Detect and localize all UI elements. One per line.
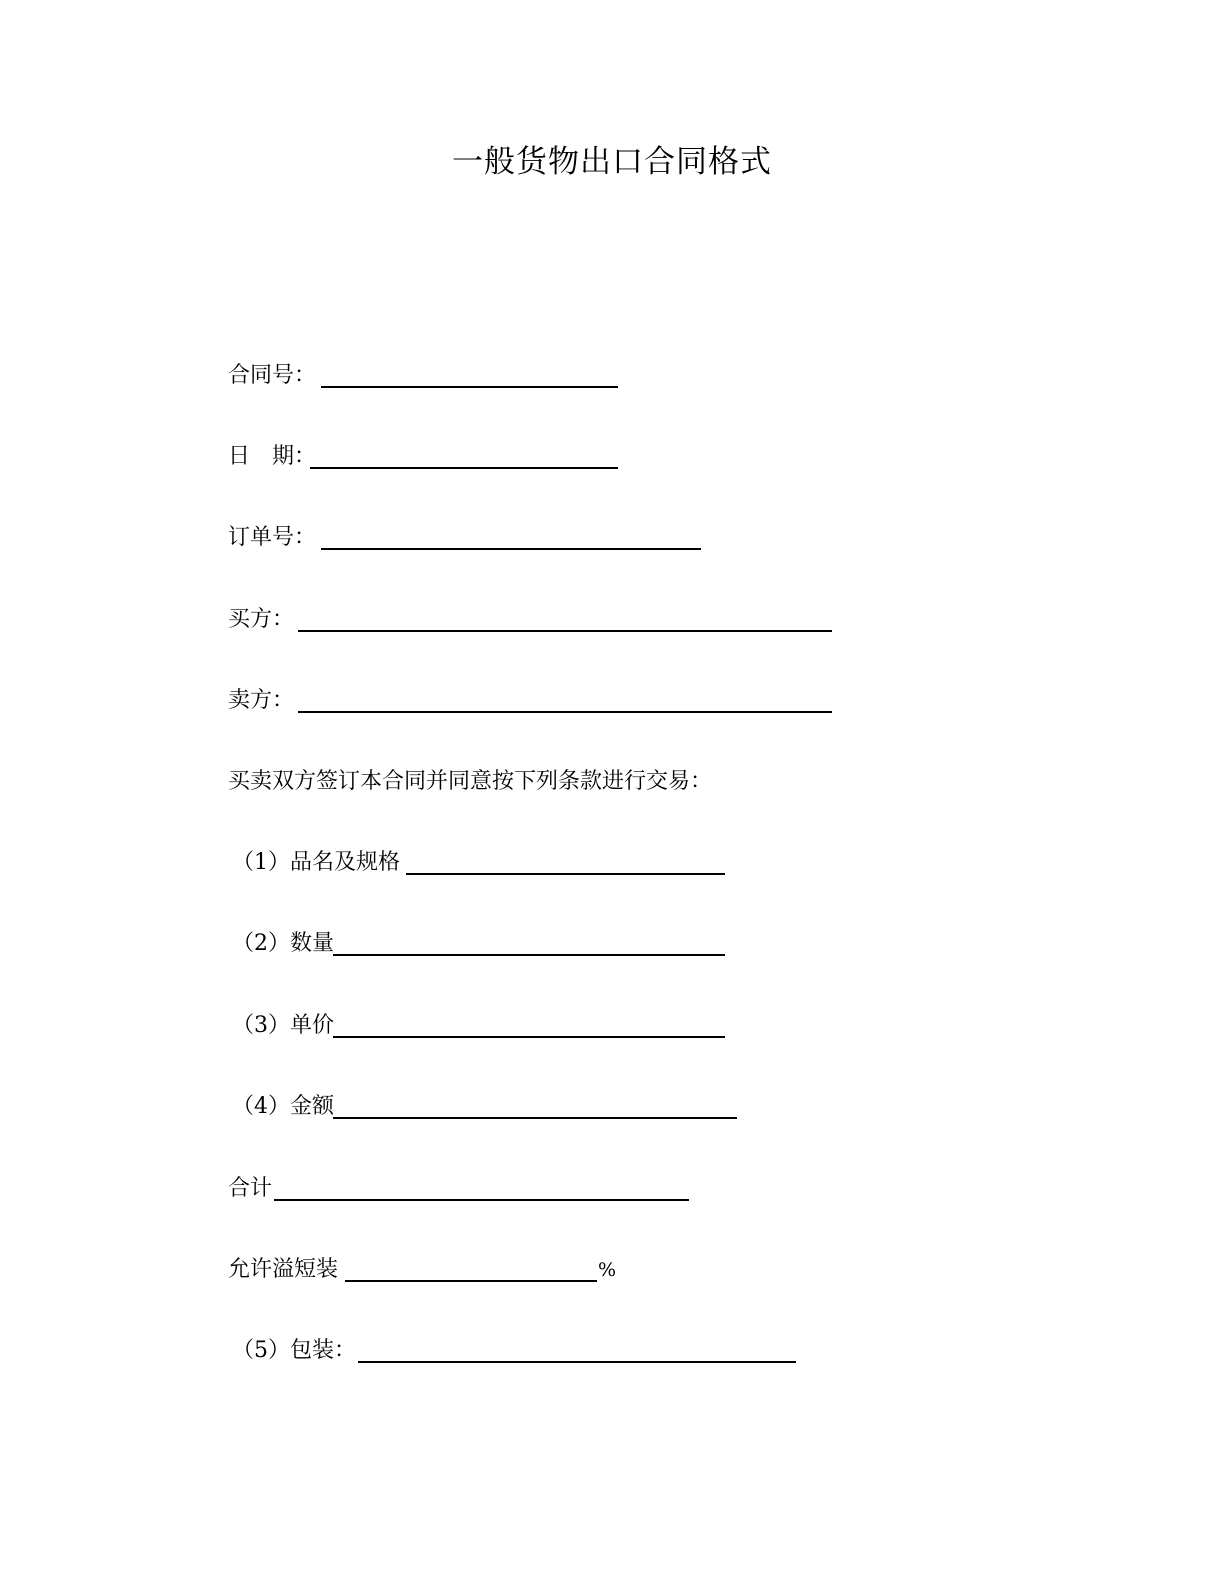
percent-sign: % <box>598 1259 617 1281</box>
date-label: 日 期： <box>228 444 317 469</box>
more-or-less-label: 允许溢短装 <box>228 1257 339 1282</box>
total-blank[interactable] <box>274 1199 689 1201</box>
total-label: 合计 <box>228 1176 273 1201</box>
buyer-label: 买方： <box>228 607 295 632</box>
date-blank[interactable] <box>310 467 618 469</box>
order-number-label: 订单号： <box>228 525 317 550</box>
quantity-label: （2）数量 <box>232 931 334 956</box>
packing-label: （5）包装： <box>232 1338 356 1363</box>
amount-blank[interactable] <box>333 1117 737 1119</box>
unit-price-label: （3）单价 <box>232 1013 334 1038</box>
product-name-spec-label: （1）品名及规格 <box>232 850 400 875</box>
contract-number-label: 合同号： <box>228 363 317 388</box>
unit-price-blank[interactable] <box>333 1036 725 1038</box>
order-number-blank[interactable] <box>321 548 701 550</box>
seller-blank[interactable] <box>298 711 832 713</box>
product-name-spec-blank[interactable] <box>406 873 725 875</box>
document-title: 一般货物出口合同格式 <box>452 144 772 180</box>
more-or-less-blank[interactable] <box>345 1280 597 1282</box>
buyer-blank[interactable] <box>298 630 832 632</box>
contract-number-blank[interactable] <box>321 386 618 388</box>
amount-label: （4）金额 <box>232 1094 334 1119</box>
intro-text: 买卖双方签订本合同并同意按下列条款进行交易： <box>228 769 713 794</box>
quantity-blank[interactable] <box>333 954 725 956</box>
packing-blank[interactable] <box>358 1361 796 1363</box>
seller-label: 卖方： <box>228 688 295 713</box>
